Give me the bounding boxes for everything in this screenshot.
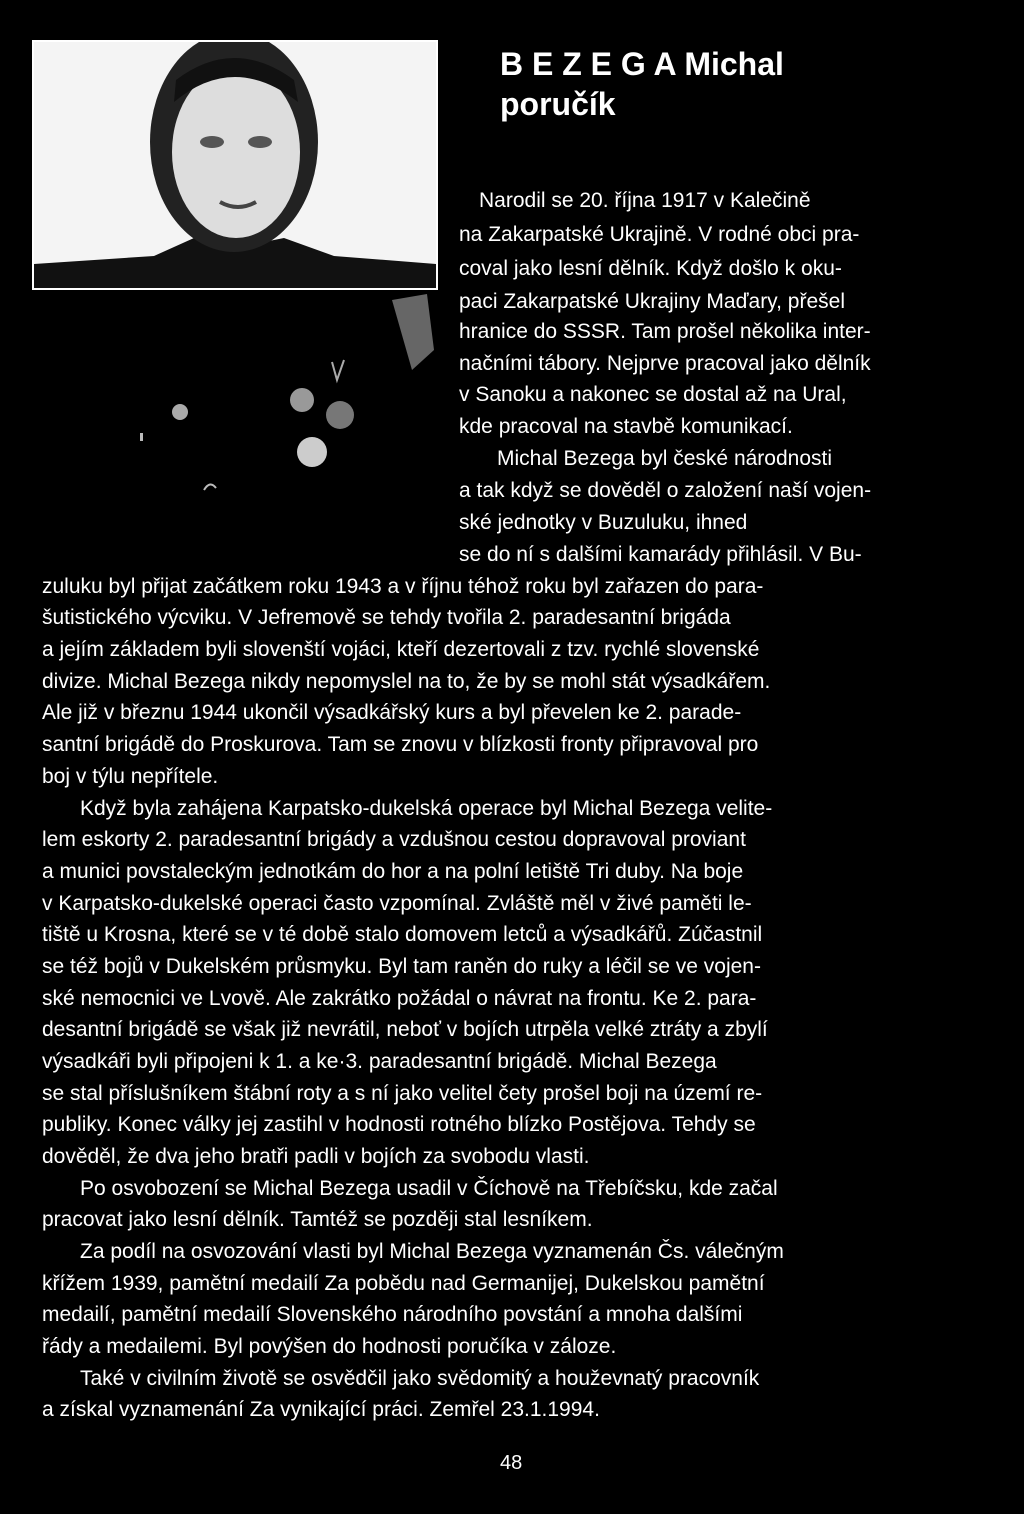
text-line: desantní brigádě se však již nevrátil, neboť v bojích utrpěla velké ztráty a zbylí (42, 1018, 768, 1041)
text-line: publiky. Konec války jej zastihl v hodnosti rotného blízko Postějova. Tehdy se (42, 1113, 756, 1136)
page-number: 48 (500, 1452, 523, 1474)
text-line: dověděl, že dva jeho bratři padli v bojích za svobodu vlasti. (42, 1145, 590, 1168)
text-line: křížem 1939, pamětní medailí Za pobědu nad Germanijej, Dukelskou pamětní (42, 1272, 765, 1295)
text-line: zuluku byl přijat začátkem roku 1943 a v říjnu téhož roku byl zařazen do para- (42, 575, 764, 598)
text-line: Za podíl na osvozování vlasti byl Michal Bezega vyznamenán Čs. válečným (80, 1240, 784, 1263)
portrait-photo (32, 40, 438, 290)
text-line: v Sanoku a nakonec se dostal až na Ural, (459, 383, 847, 406)
text-line: Michal Bezega byl české národnosti (497, 447, 833, 470)
text-line: lem eskorty 2. paradesantní brigády a vzdušnou cestou dopravoval proviant (42, 828, 746, 851)
text-line: a tak když se dověděl o založení naší vojen- (459, 479, 872, 502)
text-line: paci Zakarpatské Ukrajiny Maďary, přešel (459, 290, 845, 313)
text-line: výsadkáři byli připojeni k 1. a ke·3. paradesantní brigádě. Michal Bezega (42, 1050, 717, 1073)
text-line: hranice do SSSR. Tam prošel několika inter- (459, 320, 871, 343)
rank-title: poručík (500, 86, 616, 122)
text-line: a munici povstaleckým jednotkám do hor a na polní letiště Tri duby. Na boje (42, 860, 744, 883)
text-line: tiště u Krosna, které se v té době stalo domovem letců a výsadkářů. Zúčastnil (42, 923, 763, 946)
text-line: Po osvobození se Michal Bezega usadil v Číchově na Třebíčsku, kde začal (80, 1177, 778, 1200)
text-line: na Zakarpatské Ukrajině. V rodné obci pra- (459, 223, 860, 246)
text-line: se též bojů v Dukelském průsmyku. Byl tam raněn do ruky a léčil se ve vojen- (42, 955, 761, 978)
text-line: šutistického výcviku. V Jefremově se tehdy tvořila 2. paradesantní brigáda (42, 606, 731, 629)
text-line: Ale již v březnu 1944 ukončil výsadkářský kurs a byl převelen ke 2. parade- (42, 701, 742, 724)
text-line: divize. Michal Bezega nikdy nepomyslel na to, že by se mohl stát výsadkářem. (42, 670, 771, 693)
person-name: B E Z E G A Michal (500, 46, 784, 82)
text-line: santní brigádě do Proskurova. Tam se znovu v blízkosti fronty připravoval pro (42, 733, 759, 756)
text-line: načními tábory. Nejprve pracoval jako dělník (459, 352, 871, 375)
text-line: pracovat jako lesní dělník. Tamtéž se později stal lesníkem. (42, 1208, 593, 1231)
uniform-medals (32, 290, 442, 570)
text-line: medailí, pamětní medailí Slovenského národního povstání a mnoha dalšími (42, 1303, 743, 1326)
text-line: se do ní s dalšími kamarády přihlásil. V Bu- (459, 543, 862, 566)
text-line: Také v civilním životě se osvědčil jako svědomitý a houževnatý pracovník (80, 1367, 760, 1390)
text-line: boj v týlu nepřítele. (42, 765, 219, 788)
text-line: Když byla zahájena Karpatsko-dukelská operace byl Michal Bezega velite- (80, 797, 773, 820)
text-line: řády a medailemi. Byl povýšen do hodnosti poručíka v záloze. (42, 1335, 617, 1358)
text-line: a jejím základem byli slovenští vojáci, kteří dezertovali z tzv. rychlé slovenské (42, 638, 760, 661)
text-line: kde pracoval na stavbě komunikací. (459, 415, 793, 438)
text-line: a získal vyznamenání Za vynikající práci. Zemřel 23.1.1994. (42, 1398, 600, 1421)
text-line: ské nemocnici ve Lvově. Ale zakrátko požádal o návrat na frontu. Ke 2. para- (42, 987, 757, 1010)
portrait-figure (34, 42, 436, 288)
text-line: se stal příslušníkem štábní roty a s ní jako velitel čety prošel boji na území re- (42, 1082, 763, 1105)
text-line: v Karpatsko-dukelské operaci často vzpomínal. Zvláště měl v živé paměti le- (42, 892, 752, 915)
text-line: coval jako lesní dělník. Když došlo k oku- (459, 257, 842, 280)
biography-heading (500, 44, 784, 124)
text-line: Narodil se 20. října 1917 v Kalečině (479, 189, 811, 212)
text-line: ské jednotky v Buzuluku, ihned (459, 511, 748, 534)
